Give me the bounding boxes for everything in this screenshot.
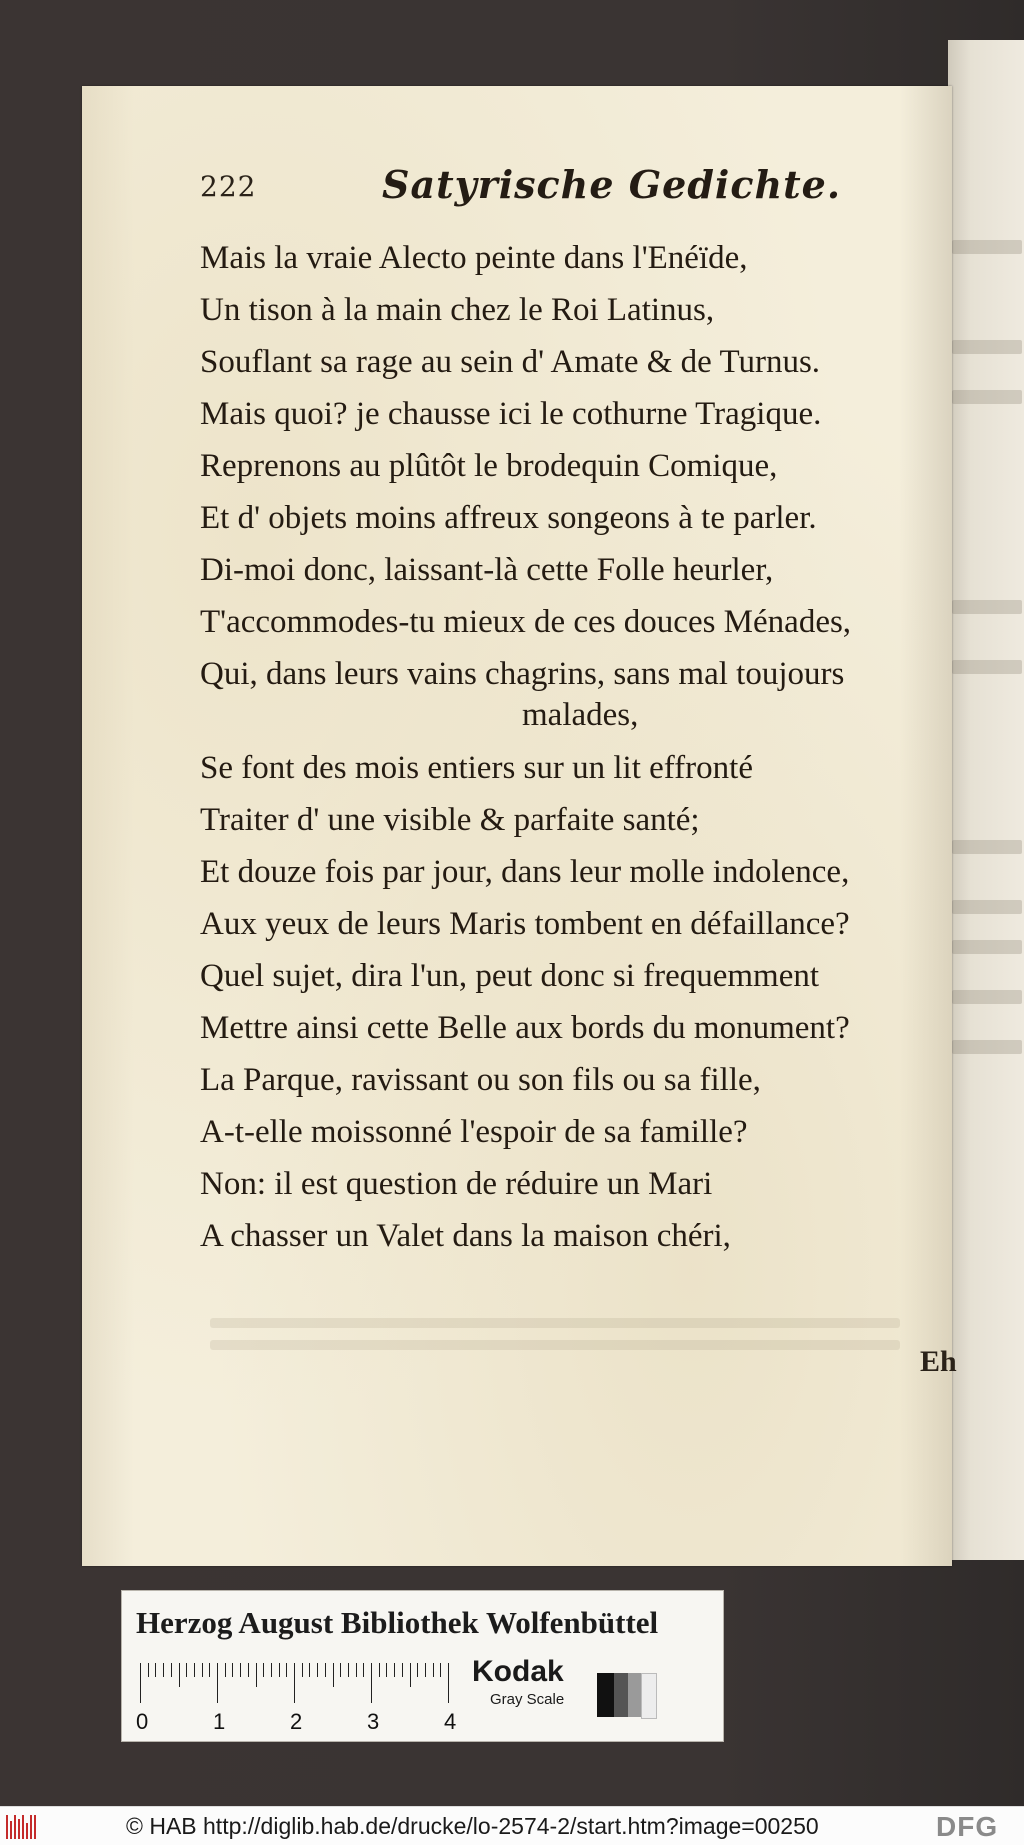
verse-line: Souflant sa rage au sein d' Amate & de Turnus. [200,344,821,380]
ruler-number: 2 [290,1709,303,1734]
verse-line: Se font des mois entiers sur un lit effronté [200,750,753,786]
verse-line: Traiter d' une visible & parfaite santé; [200,802,700,838]
running-head: Satyrische Gedichte. [382,162,842,207]
ruler-number: 4 [444,1709,457,1734]
verse-line: Di-moi donc, laissant-là cette Folle heurler, [200,552,774,588]
verse-line: A chasser un Valet dans la maison chéri, [200,1218,731,1254]
verse-line: T'accommodes-tu mieux de ces douces Ménades, [200,604,852,640]
verse-line: Qui, dans leurs vains chagrins, sans mal toujours [200,656,845,692]
page-number: 222 [200,170,257,203]
verse-line: Mais quoi? je chausse ici le cothurne Tragique. [200,396,822,432]
kodak-logo: Kodak [472,1655,564,1688]
verse-line: Un tison à la main chez le Roi Latinus, [200,292,715,328]
verse-line: Non: il est question de réduire un Mari [200,1166,713,1202]
verse-line: Et douze fois par jour, dans leur molle indolence, [200,854,850,890]
poem-text [200,232,945,1262]
hab-barcode-icon [6,1815,48,1839]
adjacent-page-edge [948,40,1024,1560]
ruler-number: 0 [136,1709,149,1734]
viewer-footer [0,1806,1024,1845]
gray-scale-swatches [597,1673,657,1717]
verse-line: La Parque, ravissant ou son fils ou sa fille, [200,1062,761,1098]
ruler-number: 1 [213,1709,226,1734]
library-label-card [121,1590,724,1742]
verse-line: A-t-elle moissonné l'espoir de sa famille? [200,1114,748,1150]
ruler-number: 3 [367,1709,380,1734]
verse-line: Et d' objets moins affreux songeons à te parler. [200,500,817,536]
verse-line: Mettre ainsi cette Belle aux bords du monument? [200,1010,850,1046]
verse-turnover: malades, [522,697,639,733]
verse-line: Mais la vraie Alecto peinte dans l'Enéïde, [200,240,748,276]
verse-line: Reprenons au plûtôt le brodequin Comique, [200,448,778,484]
dfg-logo: DFG [936,1811,999,1842]
verse-line: Quel sujet, dira l'un, peut donc si frequemment [200,958,820,994]
bleed-through-mark [210,1318,900,1328]
bleed-through-mark [210,1340,900,1350]
verse-line: Aux yeux de leurs Maris tombent en défaillance? [200,906,850,942]
catchword: Eh [920,1345,957,1378]
source-link[interactable]: © HAB http://diglib.hab.de/drucke/lo-2574-2/start.htm?image=00250 [126,1813,819,1839]
institution-name: Herzog August Bibliothek Wolfenbüttel [136,1605,659,1640]
gray-scale-label: Gray Scale [490,1691,565,1708]
